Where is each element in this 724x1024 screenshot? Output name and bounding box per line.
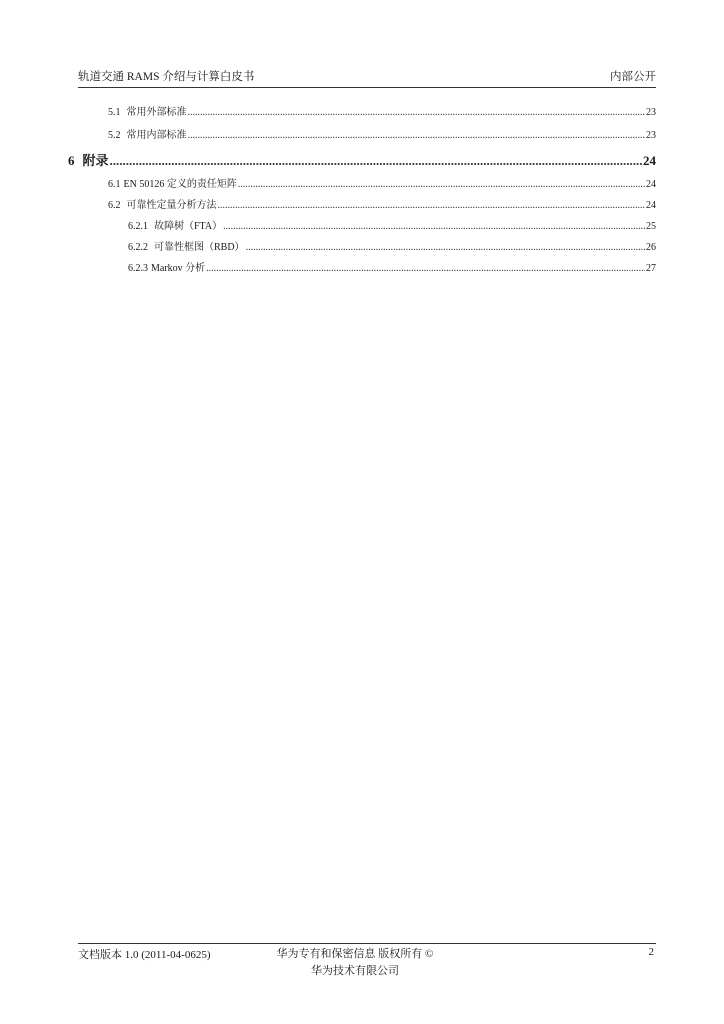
toc-page-number: 24 — [643, 153, 656, 168]
page-number: 2 — [648, 946, 654, 958]
toc-number: 6.2.2 — [128, 242, 148, 253]
toc-entry-6-2[interactable] — [108, 196, 656, 211]
toc-label: EN 50126 定义的责任矩阵 — [123, 179, 237, 190]
toc-entry-6-2-3[interactable] — [128, 259, 656, 274]
toc-entry-5-1[interactable] — [108, 103, 656, 118]
toc-label: 常用外部标准 — [126, 107, 187, 118]
document-title: 轨道交通 RAMS 介绍与计算白皮书 — [78, 71, 255, 83]
toc-number: 6.2.3 — [128, 263, 148, 274]
toc-leader — [188, 107, 646, 118]
toc-number: 6.1 — [108, 179, 121, 190]
toc-number: 5.1 — [108, 107, 121, 118]
toc-label: 附录 — [82, 153, 109, 168]
toc-leader — [218, 200, 646, 211]
toc-entry-6-2-1[interactable] — [128, 217, 656, 232]
toc-leader — [223, 221, 645, 232]
company-name: 华为技术有限公司 — [311, 965, 399, 977]
classification-label: 内部公开 — [610, 71, 656, 83]
toc-number: 6 — [68, 153, 75, 168]
toc-number: 6.2.1 — [128, 221, 148, 232]
toc-leader — [110, 153, 642, 169]
toc-page-number: 23 — [646, 107, 656, 118]
footer-divider — [78, 943, 656, 944]
toc-number: 6.2 — [108, 200, 121, 211]
toc-leader — [188, 130, 646, 141]
toc-entry-6-2-2[interactable] — [128, 238, 656, 253]
toc-page-number: 27 — [646, 263, 656, 274]
toc-number: 5.2 — [108, 130, 121, 141]
toc-page-number: 24 — [646, 200, 656, 211]
toc-leader — [238, 179, 645, 190]
footer-copyright — [230, 946, 480, 980]
toc-label: 可靠性框图（RBD） — [154, 242, 245, 253]
toc-label: 可靠性定量分析方法 — [126, 200, 217, 211]
page-header — [78, 66, 656, 88]
toc-page-number: 24 — [646, 179, 656, 190]
toc-label: 故障树（FTA） — [154, 221, 223, 232]
toc-entry-6-1[interactable] — [108, 175, 656, 190]
toc-leader — [206, 263, 645, 274]
toc-entry-6[interactable] — [68, 150, 656, 169]
toc-label: Markov 分析 — [151, 263, 206, 274]
toc-entry-5-2[interactable] — [108, 126, 656, 141]
toc-page-number: 26 — [646, 242, 656, 253]
document-version: 文档版本 1.0 (2011-04-0625) — [78, 949, 211, 961]
toc-page-number: 23 — [646, 130, 656, 141]
toc-leader — [246, 242, 645, 253]
toc-page-number: 25 — [646, 221, 656, 232]
toc-label: 常用内部标准 — [126, 130, 187, 141]
confidential-notice: 华为专有和保密信息 版权所有 © — [276, 948, 434, 960]
